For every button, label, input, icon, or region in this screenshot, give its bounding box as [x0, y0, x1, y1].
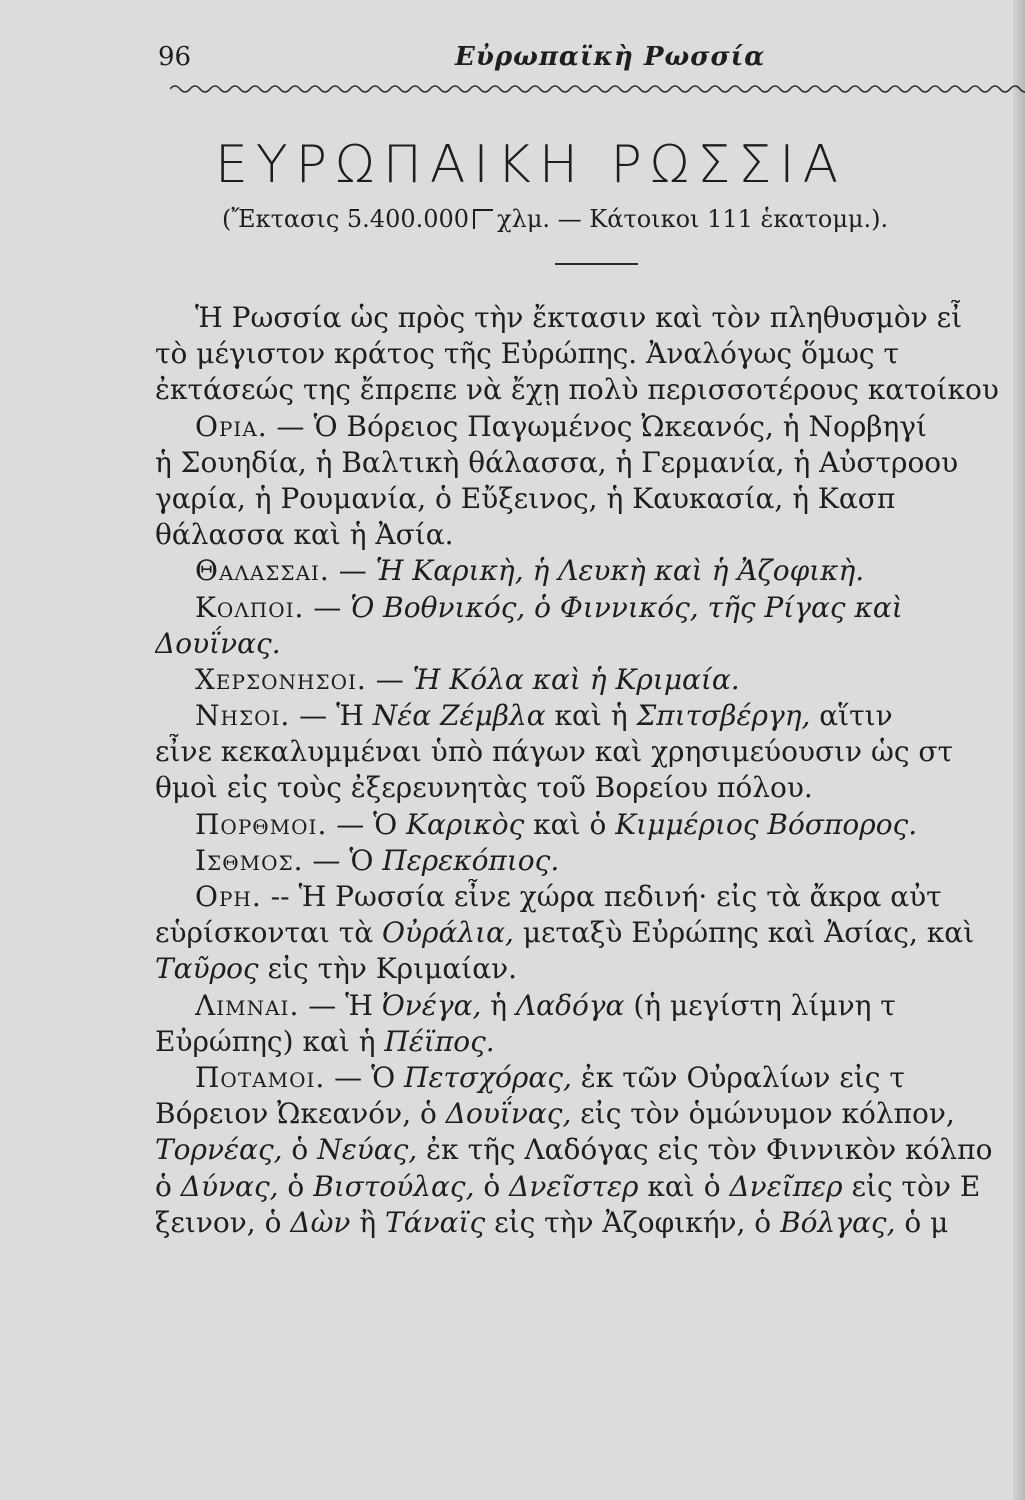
text-span: — Ὁ Βόρειος Παγωμένος Ὠκεανός, ἡ Νορβηγί: [267, 409, 927, 443]
section-isthmus: [155, 843, 1025, 879]
text-span: Κιμμέριος Βόσπορος.: [615, 807, 918, 841]
text-span: καὶ ὁ: [638, 1169, 730, 1203]
text-span: Σπιτσβέργη,: [636, 699, 811, 733]
section-mountains: [155, 879, 1025, 915]
text-span: Βόλγας,: [780, 1205, 896, 1239]
text-span: ξεινον, ὁ: [155, 1205, 291, 1239]
section-label: Θαλασσαι.: [195, 554, 330, 588]
text-line: Δουΐνας.: [155, 626, 281, 660]
text-span: εἰς τὴν Κριμαίαν.: [258, 952, 518, 986]
text-line: [155, 1205, 1025, 1241]
text-span: ὁ: [282, 1133, 318, 1167]
separator-line: [555, 263, 638, 265]
text-span: ὁ: [278, 1169, 314, 1203]
square-unit-icon: [473, 209, 493, 229]
body-text: [155, 300, 1025, 1241]
text-span: Βιστούλας,: [313, 1169, 475, 1203]
text-span: Περεκόπιος.: [382, 843, 560, 877]
text-span: καὶ ἡ: [545, 699, 637, 733]
text-span: ἡ: [481, 988, 516, 1022]
text-line: τὸ μέγιστον κράτος τῆς Εὐρώπης. Ἀναλόγως ὅμως τ: [155, 337, 899, 371]
text-line: ἡ Σουηδία, ἡ Βαλτικὴ θάλασσα, ἡ Γερμανία, ἡ Αὐστροου: [155, 445, 959, 479]
section-label: Ορια.: [195, 409, 268, 443]
text-span: —: [366, 662, 413, 696]
chapter-title: ΕΥΡΩΠΑΙΚΗ ΡΩΣΣΙΑ: [215, 135, 847, 195]
section-seas: [155, 553, 1025, 589]
text-span: —: [329, 554, 376, 588]
text-span: ὁ: [474, 1169, 510, 1203]
text-span: ἐκ τῶν Οὐραλίων εἰς τ: [571, 1060, 905, 1094]
text-span: Ἡ Κόλα καὶ ἡ Κριμαία.: [412, 662, 740, 696]
text-span: Τάναϊς: [385, 1205, 486, 1239]
text-line: ἐκτάσεώς της ἔπρεπε νὰ ἔχῃ πολὺ περισσοτέρους κατοίκου: [155, 373, 999, 407]
text-span: Καρικὸς: [406, 807, 525, 841]
section-straits: [155, 807, 1025, 843]
text-span: μεταξὺ Εὐρώπης καὶ Ἀσίας, καὶ: [513, 916, 975, 950]
text-span: ὁ: [155, 1169, 181, 1203]
text-span: Βόρειον Ὠκεανόν, ὁ: [155, 1097, 446, 1131]
section-peninsulas: [155, 662, 1025, 698]
section-label: Κολποι.: [195, 590, 305, 624]
text-span: — Ὁ: [325, 1060, 405, 1094]
chapter-subtitle: [222, 205, 888, 233]
text-span: — Ὁ: [327, 807, 407, 841]
text-span: Ἡ Καρικὴ, ἡ Λευκὴ καὶ ἡ Ἀζοφικὴ.: [375, 554, 865, 588]
section-rivers: [155, 1060, 1025, 1096]
running-header: [0, 30, 1025, 90]
text-span: ὁ μ: [895, 1205, 949, 1239]
text-line: [155, 951, 1025, 987]
text-span: Εὐρώπης) καὶ ἡ: [155, 1024, 385, 1058]
text-span: Δνεῖπερ: [729, 1169, 843, 1203]
text-span: Τορνέας,: [155, 1133, 283, 1167]
section-islands: [155, 698, 1025, 734]
text-span: Ὀνέγα,: [381, 988, 482, 1022]
section-label: Ποταμοι.: [195, 1060, 326, 1094]
text-span: Νεύας,: [317, 1133, 418, 1167]
text-span: εὑρίσκονται τὰ: [155, 916, 383, 950]
running-title: Εὐρωπαϊκὴ Ρωσσία: [455, 42, 766, 72]
text-line: [155, 1096, 1025, 1132]
text-span: — Ὁ: [303, 843, 383, 877]
page-number: 96: [158, 42, 192, 72]
text-span: καὶ ὁ: [524, 807, 616, 841]
text-line: [155, 1024, 1025, 1060]
text-span: Πετσχόρας,: [404, 1060, 572, 1094]
text-line: θμοὶ εἰς τοὺς ἐξερευνητὰς τοῦ Βορείου πόλου.: [155, 771, 813, 805]
text-span: ἢ: [350, 1205, 386, 1239]
text-span: αἵτιν: [810, 699, 893, 733]
text-span: εἰς τὸν Ε: [842, 1169, 981, 1203]
extent-prefix: (Ἔκτασις 5.400.000: [222, 205, 470, 233]
text-span: Οὐράλια,: [382, 916, 514, 950]
text-span: Δνεῖστερ: [509, 1169, 639, 1203]
text-span: Ὁ Βοθνικός, ὁ Φιννικός, τῆς Ρίγας καὶ: [350, 590, 903, 624]
text-span: ἐκ τῆς Λαδόγας εἰς τὸν Φιννικὸν κόλπο: [417, 1133, 993, 1167]
text-line: [155, 1132, 1025, 1168]
section-gulfs: [155, 590, 1025, 626]
text-line: Ἡ Ρωσσία ὡς πρὸς τὴν ἔκτασιν καὶ τὸν πληθυσμὸν εἶ: [195, 301, 963, 334]
section-borders: [155, 409, 1025, 445]
text-span: Λαδόγα: [515, 988, 625, 1022]
text-span: Δὼν: [290, 1205, 351, 1239]
text-line: γαρία, ἡ Ρουμανία, ὁ Εὔξεινος, ἡ Καυκασία, ἡ Κασπ: [155, 481, 896, 515]
text-span: Πέϊπος.: [384, 1024, 495, 1058]
section-label: Χερσονησοι.: [195, 662, 367, 696]
text-span: εἰς τὴν Ἀζοφικήν, ὁ: [485, 1205, 781, 1239]
text-line: θάλασσα καὶ ἡ Ἀσία.: [155, 518, 454, 552]
text-line: [155, 915, 1025, 951]
text-span: —: [304, 590, 351, 624]
section-label: Ισθμος.: [195, 843, 304, 877]
section-label: Ορη.: [195, 880, 262, 913]
section-label: Λιμναι.: [195, 988, 300, 1022]
text-line: εἶνε κεκαλυμμέναι ὑπὸ πάγων καὶ χρησιμεύουσιν ὡς στ: [155, 735, 953, 769]
text-span: Νέα Ζέμβλα: [372, 699, 546, 733]
text-span: (ἡ μεγίστη λίμνη τ: [624, 988, 896, 1022]
text-span: εἰς τὸν ὁμώνυμον κόλπον,: [571, 1097, 955, 1131]
text-span: -- Ἡ Ρωσσία εἶνε χώρα πεδινή· εἰς τὰ ἄκρα αὐτ: [261, 880, 942, 913]
text-line: [155, 1169, 1025, 1205]
extent-suffix: χλμ. — Κάτοικοι 111 ἑκατομμ.).: [497, 205, 889, 233]
text-span: — Ἡ: [299, 988, 382, 1022]
text-span: Δύνας,: [180, 1169, 279, 1203]
section-label: Πορθμοι.: [195, 807, 328, 841]
text-span: Δουΐνας,: [445, 1097, 572, 1131]
section-lakes: [155, 988, 1025, 1024]
text-span: — Ἡ: [290, 699, 373, 733]
wavy-rule: [170, 82, 1025, 96]
text-span: Ταῦρος: [155, 952, 259, 986]
section-label: Νησοι.: [195, 699, 291, 733]
